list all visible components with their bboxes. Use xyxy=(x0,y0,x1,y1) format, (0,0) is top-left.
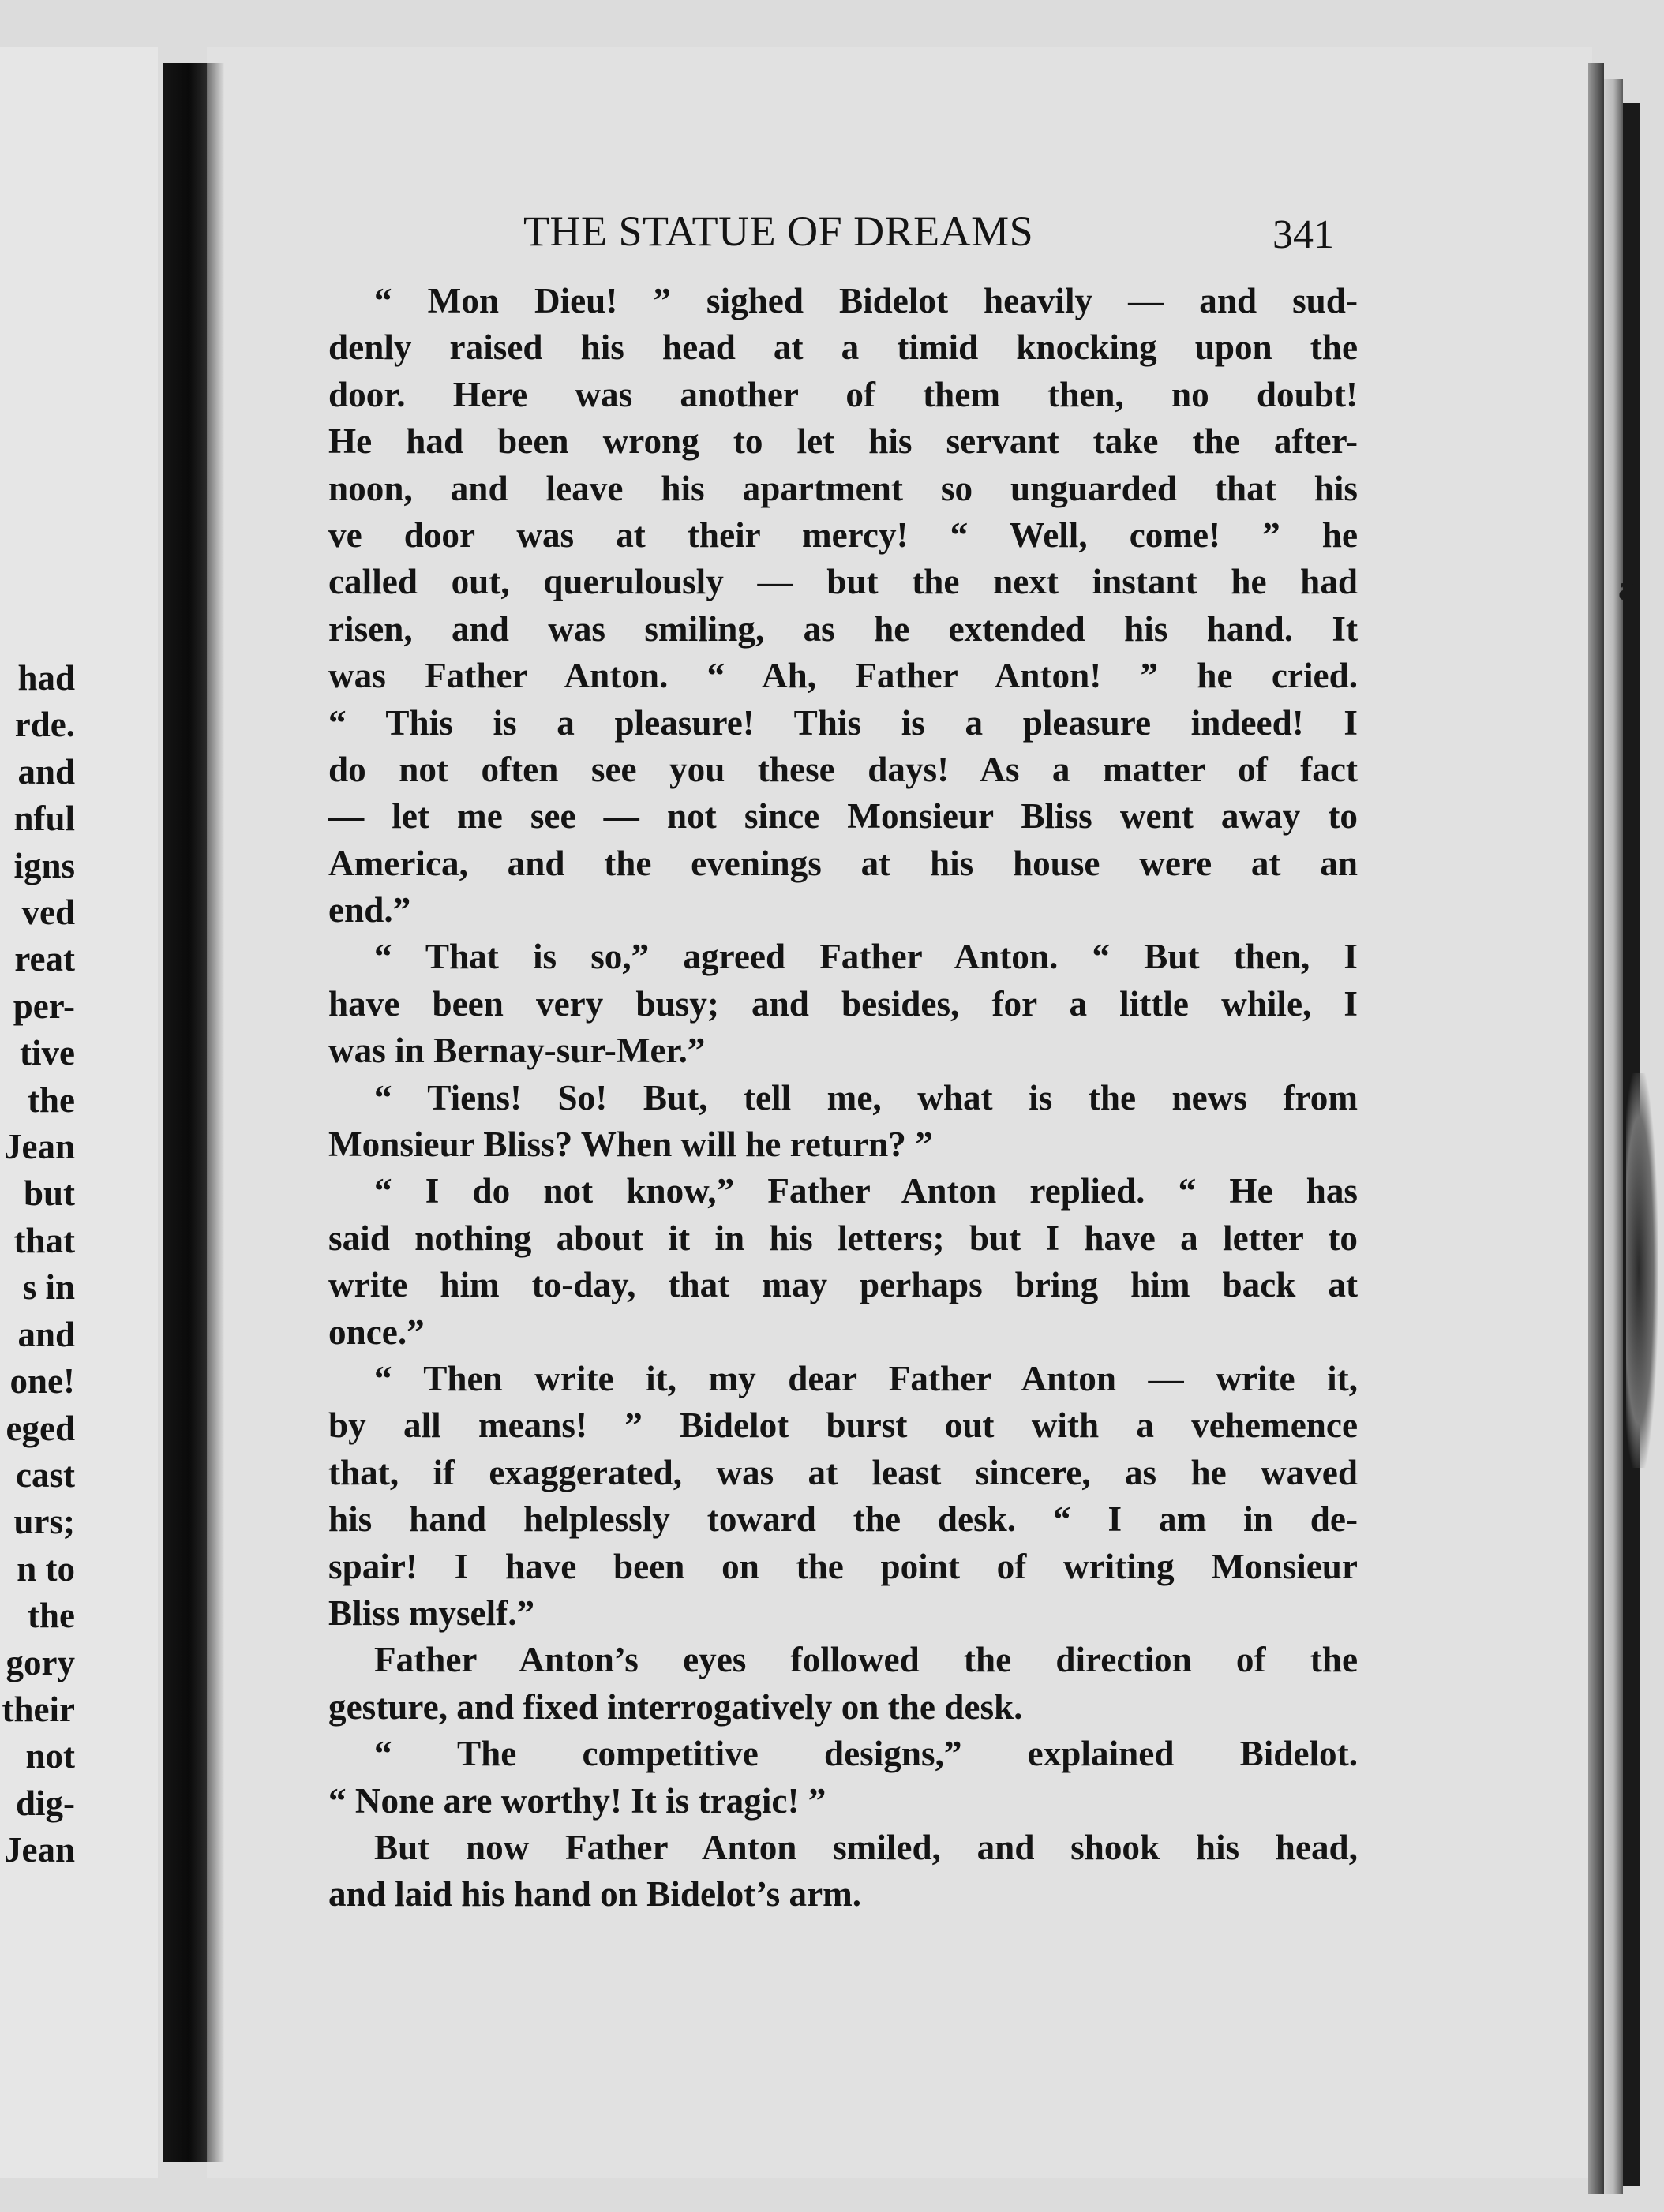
body-text xyxy=(328,278,1358,1918)
text-line: called out, querulously — but the next instant he had xyxy=(328,562,1358,602)
gutter-shadow xyxy=(207,63,224,2162)
text-line: — let me see — not since Monsieur Bliss went away to xyxy=(328,796,1358,837)
text-line: was Father Anton. “ Ah, Father Anton! ” he cried. xyxy=(328,656,1358,696)
next-page-fragment: a xyxy=(1618,567,1636,608)
facing-page-line-ends xyxy=(2,655,75,1874)
facing-line-end: and xyxy=(17,751,75,792)
page-number: 341 xyxy=(1272,212,1334,257)
facing-line-end: Jean xyxy=(4,1830,75,1870)
facing-line-end: the xyxy=(28,1596,75,1636)
facing-line-end: that xyxy=(13,1220,75,1260)
facing-line-end: the xyxy=(28,1080,75,1120)
facing-line-end: rde. xyxy=(14,705,75,745)
text-line: “ Mon Dieu! ” sighed Bidelot heavily — and sud- xyxy=(374,281,1358,320)
text-line: America, and the evenings at his house were at an xyxy=(328,843,1358,883)
text-line: gesture, and fixed interrogatively on the desk. xyxy=(328,1686,1023,1727)
text-line: denly raised his head at a timid knocking upon the xyxy=(328,327,1358,368)
facing-line-end: gory xyxy=(6,1642,75,1682)
text-line: spair! I have been on the point of writing Monsieur xyxy=(328,1546,1358,1586)
text-line: by all means! ” Bidelot burst out with a vehemence xyxy=(328,1405,1358,1446)
facing-line-end: nful xyxy=(13,799,75,839)
text-line: “ I do not know,” Father Anton replied. “ He has xyxy=(374,1171,1358,1211)
facing-line-end: n to xyxy=(17,1548,75,1589)
text-line: do not often see you these days! As a matter of fact xyxy=(328,749,1358,789)
facing-line-end: cast xyxy=(16,1454,75,1495)
facing-line-end: igns xyxy=(13,845,75,885)
page-edge-shadow xyxy=(1588,63,1604,2194)
text-line: Bliss myself.” xyxy=(328,1593,535,1633)
facing-line-end: tive xyxy=(20,1033,75,1073)
text-line: “ The competitive designs,” explained Bidelot. xyxy=(374,1734,1358,1774)
facing-line-end: one! xyxy=(9,1361,75,1402)
text-line: his hand helplessly toward the desk. “ I am in de- xyxy=(328,1499,1358,1540)
edge-stain xyxy=(1626,1073,1658,1468)
facing-line-end: had xyxy=(17,658,75,698)
text-line: Father Anton’s eyes followed the direction of the xyxy=(374,1640,1358,1680)
binding-gutter xyxy=(163,63,207,2162)
facing-line-end: reat xyxy=(14,939,75,979)
text-line: that, if exaggerated, was at least sincere, as he waved xyxy=(328,1452,1358,1492)
facing-line-end: eged xyxy=(6,1408,75,1448)
text-line: have been very busy; and besides, for a little while, I xyxy=(328,983,1358,1024)
text-line: Monsieur Bliss? When will he return? ” xyxy=(328,1125,933,1165)
text-line: “ This is a pleasure! This is a pleasure indeed! I xyxy=(328,702,1358,743)
text-line: “ Tiens! So! But, tell me, what is the news from xyxy=(374,1077,1358,1117)
facing-line-end: their xyxy=(2,1689,75,1729)
text-line: risen, and was smiling, as he extended his hand. It xyxy=(328,608,1358,649)
text-line: said nothing about it in his letters; but I have a letter to xyxy=(328,1218,1358,1258)
facing-line-end: dig- xyxy=(15,1783,75,1823)
text-line: end.” xyxy=(328,890,411,930)
text-line: once.” xyxy=(328,1312,425,1352)
text-line: “ None are worthy! It is tragic! ” xyxy=(328,1780,826,1821)
text-line: He had been wrong to let his servant take the after- xyxy=(328,421,1358,462)
text-line: was in Bernay-sur-Mer.” xyxy=(328,1031,706,1071)
text-line: noon, and leave his apartment so unguarded that his xyxy=(328,468,1358,508)
page-stack-edge xyxy=(1604,79,1623,2194)
facing-line-end: urs; xyxy=(13,1502,75,1542)
text-line: But now Father Anton smiled, and shook his head, xyxy=(374,1827,1358,1867)
text-line: “ That is so,” agreed Father Anton. “ But then, I xyxy=(374,937,1358,977)
facing-line-end: Jean xyxy=(4,1127,75,1167)
facing-line-end: and xyxy=(17,1314,75,1354)
text-line: and laid his hand on Bidelot’s arm. xyxy=(328,1874,862,1914)
text-line: ve door was at their mercy! “ Well, come! ” he xyxy=(328,515,1358,555)
facing-line-end: s in xyxy=(22,1267,75,1308)
running-head: THE STATUE OF DREAMS xyxy=(523,208,1034,255)
text-line: write him to-day, that may perhaps bring him back at xyxy=(328,1265,1358,1305)
facing-line-end: per- xyxy=(13,986,75,1026)
facing-line-end: but xyxy=(23,1173,75,1214)
text-line: door. Here was another of them then, no doubt! xyxy=(328,374,1358,414)
facing-line-end: not xyxy=(25,1736,75,1776)
text-line: “ Then write it, my dear Father Anton — write it, xyxy=(374,1358,1358,1398)
facing-page-fragment xyxy=(0,47,158,2178)
facing-line-end: ved xyxy=(21,893,75,933)
